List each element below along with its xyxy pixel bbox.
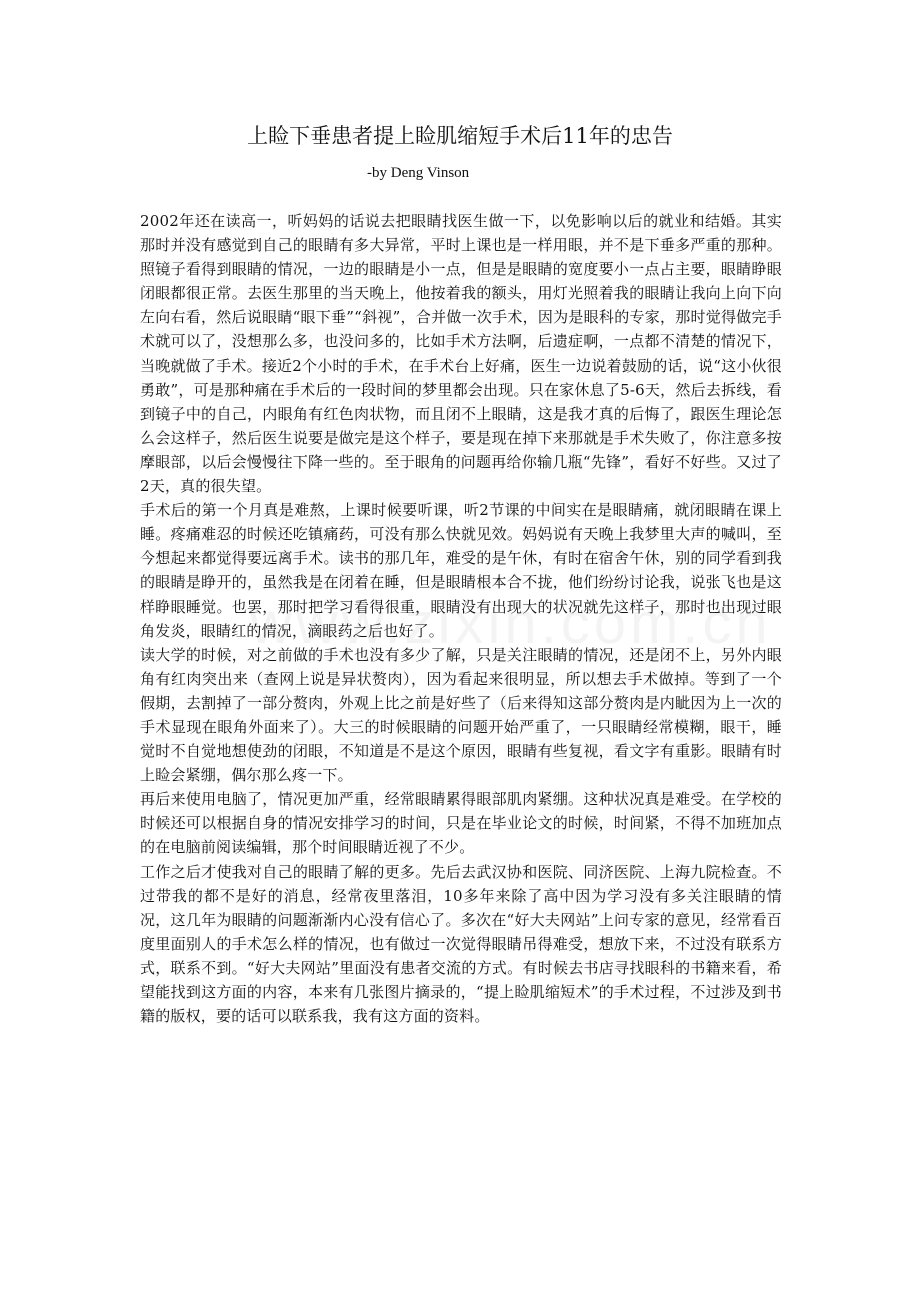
document-byline: -by Deng Vinson [367,165,470,181]
document-title: 上睑下垂患者提上睑肌缩短手术后11年的忠告 [247,124,673,148]
paragraph-1: 2002年还在读高一，听妈妈的话说去把眼睛找医生做一下，以免影响以后的就业和结婚。其实那时并没有感觉到自己的眼睛有多大异常，平时上课也是一样用眼，并不是下垂多严重的那种。照镜子看得到眼睛的情况，一边的眼睛是小一点，但是是眼睛的宽度要小一点占主要，眼睛睁眼闭眼都很正常。去医生那里的当天晚上，他按着我的额头，用灯光照着我的眼睛让我向上向下向左向右看，然后说眼睛“眼下垂”“斜视”，合并做一次手术，因为是眼科的专家，那时觉得做完手术就可以了，没想那么多，也没问多的，比如手术方法啊，后遗症啊，一点都不清楚的情况下，当晚就做了手术。接近2个小时的手术，在手术台上好痛，医生一边说着鼓励的话，说“这小伙很勇敢”，可是那种痛在手术后的一段时间的梦里都会出现。只在家休息了5-6天，然后去拆线，看到镜子中的自己，内眼角有红色肉状物，而且闭不上眼睛，这是我才真的后悔了，跟医生理论怎么会这样子，然后医生说要是做完是这个样子，要是现在掉下来那就是手术失败了，你注意多按摩眼部，以后会慢慢往下降一些的。至于眼角的问题再给你输几瓶“先锋”，看好不好些。又过了2天，真的很失望。 [140,212,782,496]
document-body [140,209,782,1028]
paragraph-2: 手术后的第一个月真是难熬，上课时候要听课，听2节课的中间实在是眼睛痛，就闭眼睛在课上睡。疼痛难忍的时候还吃镇痛药，可没有那么快就见效。妈妈说有天晚上我梦里大声的喊叫，至今想起来都觉得要远离手术。读书的那几年，难受的是午休，有时在宿舍午休，别的同学看到我的眼睛是睁开的，虽然我是在闭着在睡，但是眼睛根本合不拢，他们纷纷讨论我，说张飞也是这样睁眼睡觉。也罢，那时把学习看得很重，眼睛没有出现大的状况就先这样子，那时也出现过眼角发炎，眼睛红的情况，滴眼药之后也好了。 [140,501,782,640]
paragraph-4: 再后来使用电脑了，情况更加严重，经常眼睛累得眼部肌肉紧绷。这种状况真是难受。在学校的时候还可以根据自身的情况安排学习的时间，只是在毕业论文的时候，时间紧，不得不加班加点的在电脑前阅读编辑，那个时间眼睛近视了不少。 [140,790,782,857]
paragraph-3: 读大学的时候，对之前做的手术也没有多少了解，只是关注眼睛的情况，还是闭不上，另外内眼角有红肉突出来（查网上说是异状赘肉），因为看起来很明显，所以想去手术做掉。等到了一个假期，去割掉了一部分赘肉，外观上比之前是好些了（后来得知这部分赘肉是内眦因为上一次的手术显现在眼角外面来了）。大三的时候眼睛的问题开始严重了，一只眼睛经常模糊，眼干，睡觉时不自觉地想使劲的闭眼，不知道是不是这个原因，眼睛有些复视，看文字有重影。眼睛有时上睑会紧绷，偶尔那么疼一下。 [140,645,782,785]
paragraph-5: 工作之后才使我对自己的眼睛了解的更多。先后去武汉协和医院、同济医院、上海九院检查。不过带我的都不是好的消息，经常夜里落泪，10多年来除了高中因为学习没有多关注眼睛的情况，这几年为眼睛的问题渐渐内心没有信心了。多次在“好大夫网站”上问专家的意见，经常看百度里面别人的手术怎么样的情况，也有做过一次觉得眼睛吊得难受，想放下来，不过没有联系方式，联系不到。“好大夫网站”里面没有患者交流的方式。有时候去书店寻找眼科的书籍来看，希望能找到这方面的内容，本来有几张图片摘录的，“提上睑肌缩短术”的手术过程，不过涉及到书籍的版权，要的话可以联系我，我有这方面的资料。 [140,862,782,1026]
